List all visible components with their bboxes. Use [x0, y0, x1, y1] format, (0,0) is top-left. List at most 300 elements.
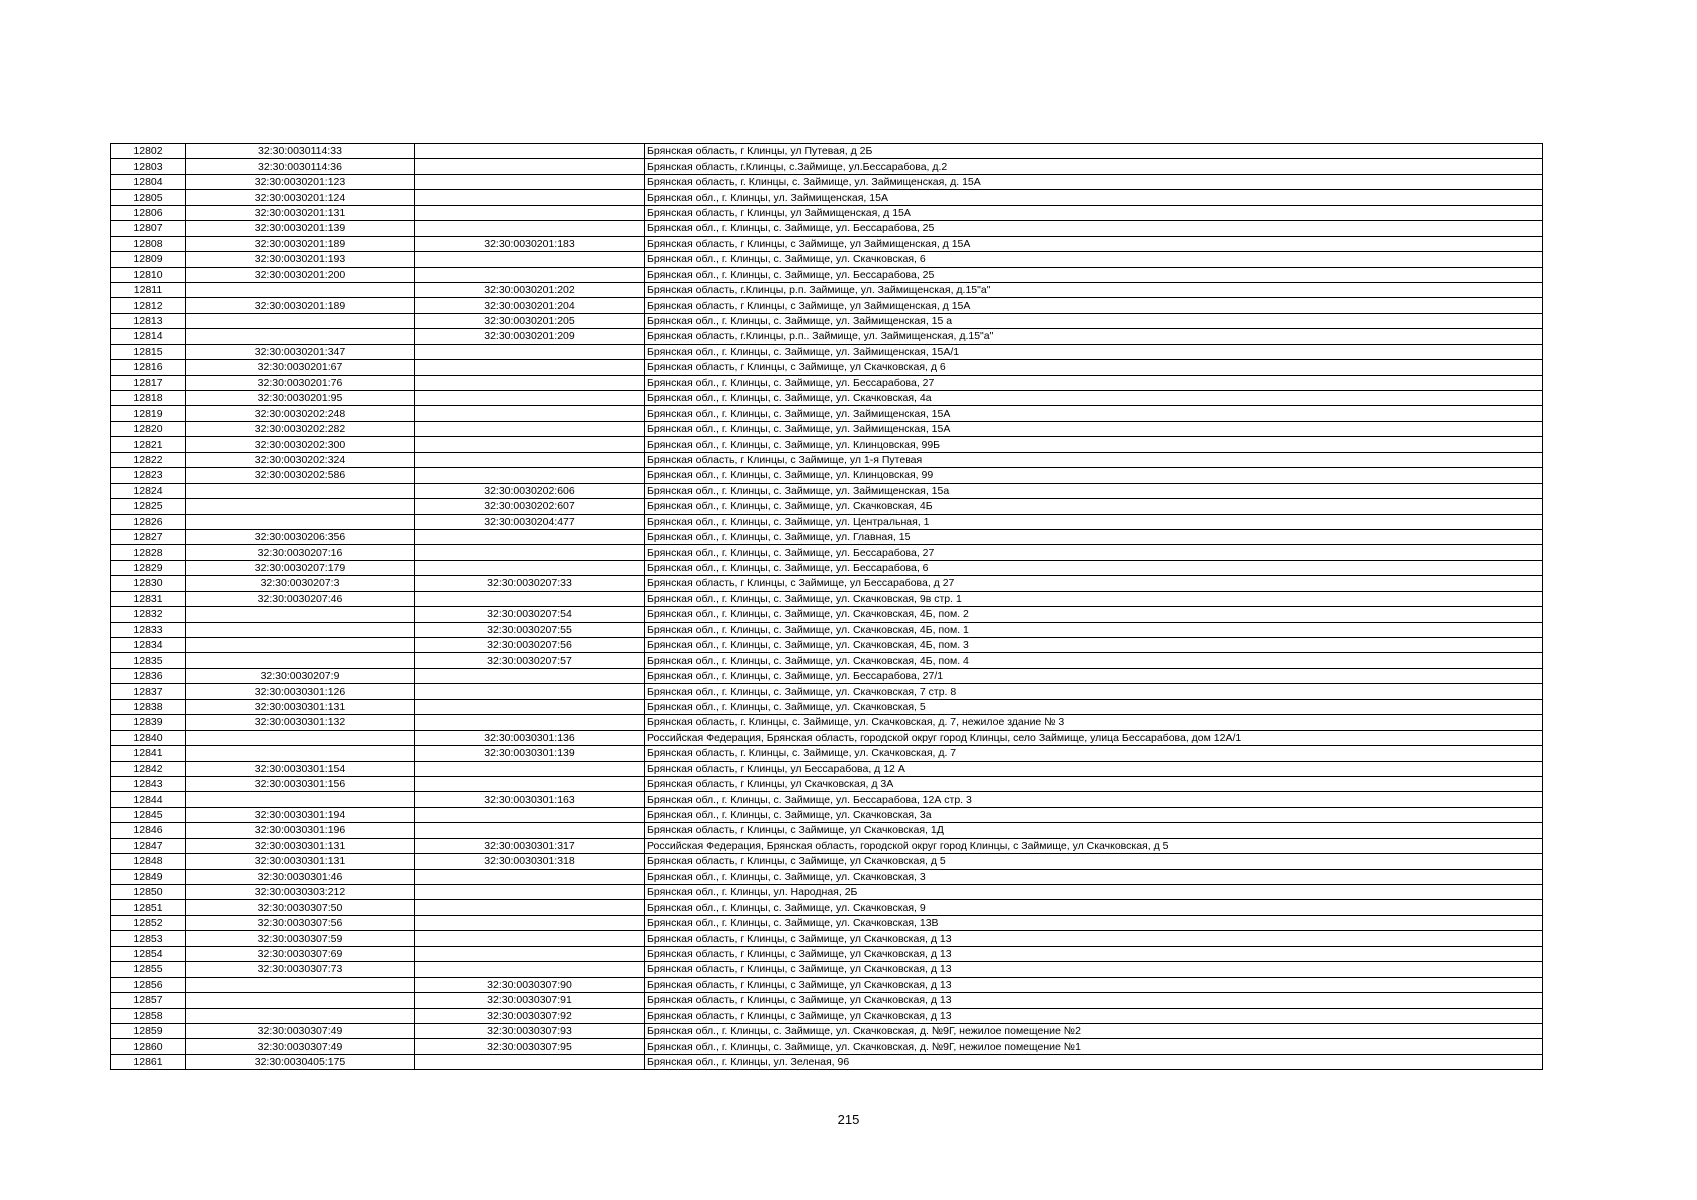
- address-cell: Брянская область, г Клинцы, с Займище, ул Скачковская, д 13: [645, 946, 1543, 961]
- address-cell: Брянская область, г Клинцы, с Займище, ул Скачковская, д 13: [645, 962, 1543, 977]
- table-row: [111, 915, 1543, 930]
- address-cell: Брянская область, г Клинцы, с Займище, ул Скачковская, д 13: [645, 977, 1543, 992]
- address-cell: Брянская область, г Клинцы, с Займище, ул Скачковская, д 13: [645, 993, 1543, 1008]
- parent-cadastral-number-cell: [415, 159, 645, 174]
- cadastral-number-cell: 32:30:0030307:56: [186, 915, 415, 930]
- table-row: [111, 313, 1543, 328]
- property-table: [110, 143, 1543, 1070]
- parent-cadastral-number-cell: [415, 529, 645, 544]
- cadastral-number-cell: [186, 483, 415, 498]
- address-cell: Брянская обл., г. Клинцы, ул. Зеленая, 96: [645, 1054, 1543, 1069]
- table-row: [111, 1039, 1543, 1054]
- parent-cadastral-number-cell: [415, 360, 645, 375]
- row-number-cell: 12830: [111, 576, 186, 591]
- parent-cadastral-number-cell: 32:30:0030207:54: [415, 607, 645, 622]
- cadastral-number-cell: [186, 622, 415, 637]
- cadastral-number-cell: [186, 514, 415, 529]
- table-row: [111, 715, 1543, 730]
- table-row: [111, 591, 1543, 606]
- parent-cadastral-number-cell: 32:30:0030204:477: [415, 514, 645, 529]
- address-cell: Брянская обл., г. Клинцы, с. Займище, ул. Центральная, 1: [645, 514, 1543, 529]
- table-row: [111, 267, 1543, 282]
- address-cell: Брянская область, г Клинцы, ул Скачковская, д 3А: [645, 776, 1543, 791]
- cadastral-number-cell: 32:30:0030201:189: [186, 236, 415, 251]
- row-number-cell: 12822: [111, 452, 186, 467]
- table-row: [111, 344, 1543, 359]
- cadastral-number-cell: 32:30:0030201:76: [186, 375, 415, 390]
- address-cell: Брянская обл., г. Клинцы, с. Займище, ул. Бессарабова, 25: [645, 267, 1543, 282]
- cadastral-number-cell: 32:30:0030207:16: [186, 545, 415, 560]
- row-number-cell: 12831: [111, 591, 186, 606]
- table-row: [111, 514, 1543, 529]
- table-row: [111, 499, 1543, 514]
- table-row: [111, 885, 1543, 900]
- address-cell: Брянская обл., г. Клинцы, с. Займище, ул. Бессарабова, 27: [645, 545, 1543, 560]
- parent-cadastral-number-cell: [415, 715, 645, 730]
- address-cell: Брянская область, г Клинцы, с Займище, ул Скачковская, д 6: [645, 360, 1543, 375]
- row-number-cell: 12804: [111, 174, 186, 189]
- address-cell: Брянская обл., г. Клинцы, с. Займище, ул. Скачковская, 9: [645, 900, 1543, 915]
- address-cell: Брянская обл., г. Клинцы, с. Займище, ул. Скачковская, 5: [645, 699, 1543, 714]
- row-number-cell: 12805: [111, 190, 186, 205]
- address-cell: Брянская область, г Клинцы, с Займище, ул Скачковская, 1Д: [645, 823, 1543, 838]
- address-cell: Брянская область, г Клинцы, ул Бессарабова, д 12 А: [645, 761, 1543, 776]
- table-row: [111, 437, 1543, 452]
- row-number-cell: 12858: [111, 1008, 186, 1023]
- cadastral-number-cell: 32:30:0030307:49: [186, 1039, 415, 1054]
- parent-cadastral-number-cell: [415, 545, 645, 560]
- table-row: [111, 236, 1543, 251]
- address-cell: Российская Федерация, Брянская область, городской округ город Клинцы, село Займище, улица Бессарабова, дом 12А/1: [645, 730, 1543, 745]
- address-cell: Брянская обл., г. Клинцы, с. Займище, ул. Скачковская, 9в стр. 1: [645, 591, 1543, 606]
- row-number-cell: 12852: [111, 915, 186, 930]
- parent-cadastral-number-cell: 32:30:0030307:95: [415, 1039, 645, 1054]
- table-row: [111, 375, 1543, 390]
- parent-cadastral-number-cell: [415, 761, 645, 776]
- table-row: [111, 174, 1543, 189]
- table-row: [111, 159, 1543, 174]
- row-number-cell: 12836: [111, 668, 186, 683]
- table-row: [111, 931, 1543, 946]
- address-cell: Брянская обл., г. Клинцы, с. Займище, ул. Скачковская, 4Б, пом. 1: [645, 622, 1543, 637]
- table-row: [111, 607, 1543, 622]
- cadastral-number-cell: 32:30:0030201:124: [186, 190, 415, 205]
- table-row: [111, 1023, 1543, 1038]
- address-cell: Брянская область, г Клинцы, с Займище, ул 1-я Путевая: [645, 452, 1543, 467]
- parent-cadastral-number-cell: 32:30:0030301:318: [415, 854, 645, 869]
- address-cell: Брянская обл., г. Клинцы, с. Займище, ул. Скачковская, 3а: [645, 807, 1543, 822]
- parent-cadastral-number-cell: 32:30:0030207:56: [415, 638, 645, 653]
- cadastral-number-cell: 32:30:0030206:356: [186, 529, 415, 544]
- parent-cadastral-number-cell: 32:30:0030207:55: [415, 622, 645, 637]
- table-row: [111, 900, 1543, 915]
- address-cell: Брянская область, г. Клинцы, с. Займище, ул. Скачковская, д. 7, нежилое здание № 3: [645, 715, 1543, 730]
- table-row: [111, 730, 1543, 745]
- parent-cadastral-number-cell: 32:30:0030301:163: [415, 792, 645, 807]
- cadastral-number-cell: 32:30:0030201:200: [186, 267, 415, 282]
- table-row: [111, 668, 1543, 683]
- cadastral-number-cell: 32:30:0030303:212: [186, 885, 415, 900]
- parent-cadastral-number-cell: [415, 344, 645, 359]
- cadastral-number-cell: 32:30:0030301:154: [186, 761, 415, 776]
- table-row: [111, 1008, 1543, 1023]
- table-body: [111, 144, 1543, 1070]
- table-row: [111, 452, 1543, 467]
- address-cell: Брянская обл., г. Клинцы, с. Займище, ул. Клинцовская, 99: [645, 468, 1543, 483]
- address-cell: Брянская область, г. Клинцы, с. Займище, ул. Займищенская, д. 15А: [645, 174, 1543, 189]
- table-row: [111, 946, 1543, 961]
- cadastral-number-cell: 32:30:0030201:95: [186, 391, 415, 406]
- cadastral-number-cell: 32:30:0030301:126: [186, 684, 415, 699]
- cadastral-number-cell: [186, 653, 415, 668]
- row-number-cell: 12833: [111, 622, 186, 637]
- address-cell: Брянская обл., г. Клинцы, с. Займище, ул. Скачковская, 3: [645, 869, 1543, 884]
- parent-cadastral-number-cell: [415, 375, 645, 390]
- cadastral-number-cell: 32:30:0030201:193: [186, 252, 415, 267]
- parent-cadastral-number-cell: 32:30:0030301:136: [415, 730, 645, 745]
- cadastral-number-cell: 32:30:0030114:33: [186, 144, 415, 159]
- row-number-cell: 12821: [111, 437, 186, 452]
- address-cell: Брянская обл., г. Клинцы, с. Займище, ул. Скачковская, 6: [645, 252, 1543, 267]
- parent-cadastral-number-cell: 32:30:0030307:91: [415, 993, 645, 1008]
- row-number-cell: 12851: [111, 900, 186, 915]
- cadastral-number-cell: [186, 638, 415, 653]
- row-number-cell: 12855: [111, 962, 186, 977]
- row-number-cell: 12810: [111, 267, 186, 282]
- row-number-cell: 12817: [111, 375, 186, 390]
- parent-cadastral-number-cell: [415, 931, 645, 946]
- parent-cadastral-number-cell: 32:30:0030201:205: [415, 313, 645, 328]
- row-number-cell: 12809: [111, 252, 186, 267]
- table-row: [111, 190, 1543, 205]
- row-number-cell: 12847: [111, 838, 186, 853]
- table-row: [111, 653, 1543, 668]
- cadastral-number-cell: [186, 730, 415, 745]
- parent-cadastral-number-cell: 32:30:0030201:204: [415, 298, 645, 313]
- cadastral-number-cell: 32:30:0030201:131: [186, 205, 415, 220]
- row-number-cell: 12840: [111, 730, 186, 745]
- address-cell: Брянская обл., г. Клинцы, с. Займище, ул. Скачковская, д. №9Г, нежилое помещение №1: [645, 1039, 1543, 1054]
- cadastral-number-cell: 32:30:0030202:586: [186, 468, 415, 483]
- cadastral-number-cell: 32:30:0030301:196: [186, 823, 415, 838]
- parent-cadastral-number-cell: [415, 962, 645, 977]
- parent-cadastral-number-cell: [415, 915, 645, 930]
- row-number-cell: 12820: [111, 421, 186, 436]
- parent-cadastral-number-cell: [415, 560, 645, 575]
- cadastral-number-cell: [186, 607, 415, 622]
- row-number-cell: 12811: [111, 282, 186, 297]
- parent-cadastral-number-cell: [415, 267, 645, 282]
- parent-cadastral-number-cell: [415, 421, 645, 436]
- table-row: [111, 282, 1543, 297]
- row-number-cell: 12838: [111, 699, 186, 714]
- parent-cadastral-number-cell: [415, 391, 645, 406]
- row-number-cell: 12832: [111, 607, 186, 622]
- cadastral-number-cell: [186, 282, 415, 297]
- row-number-cell: 12812: [111, 298, 186, 313]
- table-row: [111, 993, 1543, 1008]
- address-cell: Брянская область, г Клинцы, с Займище, ул Бессарабова, д 27: [645, 576, 1543, 591]
- table-row: [111, 962, 1543, 977]
- row-number-cell: 12835: [111, 653, 186, 668]
- parent-cadastral-number-cell: [415, 684, 645, 699]
- parent-cadastral-number-cell: [415, 1054, 645, 1069]
- address-cell: Брянская область, г Клинцы, ул Путевая, д 2Б: [645, 144, 1543, 159]
- table-row: [111, 252, 1543, 267]
- parent-cadastral-number-cell: [415, 776, 645, 791]
- table-row: [111, 776, 1543, 791]
- parent-cadastral-number-cell: [415, 900, 645, 915]
- row-number-cell: 12808: [111, 236, 186, 251]
- address-cell: Брянская обл., г. Клинцы, ул. Займищенская, 15А: [645, 190, 1543, 205]
- cadastral-number-cell: 32:30:0030207:3: [186, 576, 415, 591]
- row-number-cell: 12803: [111, 159, 186, 174]
- cadastral-number-cell: [186, 792, 415, 807]
- row-number-cell: 12854: [111, 946, 186, 961]
- table-row: [111, 360, 1543, 375]
- cadastral-number-cell: 32:30:0030201:347: [186, 344, 415, 359]
- table-row: [111, 622, 1543, 637]
- parent-cadastral-number-cell: 32:30:0030202:607: [415, 499, 645, 514]
- cadastral-number-cell: 32:30:0030201:189: [186, 298, 415, 313]
- address-cell: Российская Федерация, Брянская область, городской округ город Клинцы, с Займище, ул Скачковская, д 5: [645, 838, 1543, 853]
- address-cell: Брянская область, г.Клинцы, р.п. Займище, ул. Займищенская, д.15"а": [645, 282, 1543, 297]
- cadastral-number-cell: [186, 1008, 415, 1023]
- table-row: [111, 406, 1543, 421]
- cadastral-number-cell: 32:30:0030202:248: [186, 406, 415, 421]
- cadastral-number-cell: 32:30:0030301:156: [186, 776, 415, 791]
- row-number-cell: 12839: [111, 715, 186, 730]
- cadastral-number-cell: [186, 977, 415, 992]
- address-cell: Брянская обл., г. Клинцы, с. Займище, ул. Скачковская, 4а: [645, 391, 1543, 406]
- row-number-cell: 12828: [111, 545, 186, 560]
- parent-cadastral-number-cell: 32:30:0030301:317: [415, 838, 645, 853]
- row-number-cell: 12861: [111, 1054, 186, 1069]
- row-number-cell: 12841: [111, 746, 186, 761]
- cadastral-number-cell: 32:30:0030202:300: [186, 437, 415, 452]
- table-row: [111, 329, 1543, 344]
- parent-cadastral-number-cell: [415, 869, 645, 884]
- table-row: [111, 298, 1543, 313]
- table-row: [111, 854, 1543, 869]
- cadastral-number-cell: 32:30:0030201:139: [186, 221, 415, 236]
- table-row: [111, 221, 1543, 236]
- row-number-cell: 12857: [111, 993, 186, 1008]
- address-cell: Брянская обл., г. Клинцы, с. Займище, ул. Скачковская, 4Б, пом. 2: [645, 607, 1543, 622]
- table-row: [111, 483, 1543, 498]
- address-cell: Брянская обл., г. Клинцы, с. Займище, ул. Скачковская, 7 стр. 8: [645, 684, 1543, 699]
- table-row: [111, 746, 1543, 761]
- address-cell: Брянская обл., г. Клинцы, с. Займище, ул. Бессарабова, 6: [645, 560, 1543, 575]
- parent-cadastral-number-cell: [415, 668, 645, 683]
- table-row: [111, 391, 1543, 406]
- cadastral-number-cell: 32:30:0030307:49: [186, 1023, 415, 1038]
- table-row: [111, 869, 1543, 884]
- row-number-cell: 12860: [111, 1039, 186, 1054]
- row-number-cell: 12849: [111, 869, 186, 884]
- address-cell: Брянская область, г.Клинцы, с.Займище, ул.Бессарабова, д.2: [645, 159, 1543, 174]
- parent-cadastral-number-cell: [415, 591, 645, 606]
- row-number-cell: 12823: [111, 468, 186, 483]
- row-number-cell: 12826: [111, 514, 186, 529]
- row-number-cell: 12845: [111, 807, 186, 822]
- row-number-cell: 12818: [111, 391, 186, 406]
- address-cell: Брянская обл., г. Клинцы, с. Займище, ул. Скачковская, д. №9Г, нежилое помещение №2: [645, 1023, 1543, 1038]
- parent-cadastral-number-cell: 32:30:0030207:33: [415, 576, 645, 591]
- row-number-cell: 12842: [111, 761, 186, 776]
- address-cell: Брянская обл., г. Клинцы, с. Займище, ул. Клинцовская, 99Б: [645, 437, 1543, 452]
- parent-cadastral-number-cell: [415, 437, 645, 452]
- parent-cadastral-number-cell: [415, 190, 645, 205]
- table-row: [111, 560, 1543, 575]
- table-row: [111, 576, 1543, 591]
- table-row: [111, 823, 1543, 838]
- address-cell: Брянская обл., г. Клинцы, с. Займище, ул. Скачковская, 4Б, пом. 4: [645, 653, 1543, 668]
- table-row: [111, 529, 1543, 544]
- cadastral-number-cell: 32:30:0030405:175: [186, 1054, 415, 1069]
- table-row: [111, 1054, 1543, 1069]
- row-number-cell: 12813: [111, 313, 186, 328]
- parent-cadastral-number-cell: 32:30:0030307:92: [415, 1008, 645, 1023]
- cadastral-number-cell: 32:30:0030201:67: [186, 360, 415, 375]
- cadastral-number-cell: [186, 993, 415, 1008]
- row-number-cell: 12834: [111, 638, 186, 653]
- address-cell: Брянская обл., г. Клинцы, с. Займище, ул. Займищенская, 15А: [645, 406, 1543, 421]
- row-number-cell: 12806: [111, 205, 186, 220]
- address-cell: Брянская область, г. Клинцы, с. Займище, ул. Скачковская, д. 7: [645, 746, 1543, 761]
- address-cell: Брянская обл., г. Клинцы, с. Займище, ул. Бессарабова, 27/1: [645, 668, 1543, 683]
- parent-cadastral-number-cell: [415, 452, 645, 467]
- cadastral-number-cell: 32:30:0030114:36: [186, 159, 415, 174]
- row-number-cell: 12814: [111, 329, 186, 344]
- row-number-cell: 12846: [111, 823, 186, 838]
- cadastral-number-cell: 32:30:0030201:123: [186, 174, 415, 189]
- table-row: [111, 838, 1543, 853]
- table-row: [111, 792, 1543, 807]
- parent-cadastral-number-cell: [415, 946, 645, 961]
- cadastral-number-cell: [186, 746, 415, 761]
- address-cell: Брянская обл., г. Клинцы, с. Займище, ул. Бессарабова, 27: [645, 375, 1543, 390]
- table-row: [111, 977, 1543, 992]
- row-number-cell: 12829: [111, 560, 186, 575]
- parent-cadastral-number-cell: [415, 823, 645, 838]
- parent-cadastral-number-cell: 32:30:0030307:93: [415, 1023, 645, 1038]
- cadastral-number-cell: [186, 499, 415, 514]
- parent-cadastral-number-cell: 32:30:0030201:183: [415, 236, 645, 251]
- parent-cadastral-number-cell: 32:30:0030207:57: [415, 653, 645, 668]
- address-cell: Брянская область, г Клинцы, с Займище, ул Скачковская, д 13: [645, 1008, 1543, 1023]
- parent-cadastral-number-cell: 32:30:0030202:606: [415, 483, 645, 498]
- address-cell: Брянская область, г.Клинцы, р.п.. Займище, ул. Займищенская, д.15"а": [645, 329, 1543, 344]
- table-row: [111, 807, 1543, 822]
- cadastral-number-cell: [186, 329, 415, 344]
- parent-cadastral-number-cell: [415, 252, 645, 267]
- address-cell: Брянская обл., г. Клинцы, ул. Народная, 2Б: [645, 885, 1543, 900]
- table-row: [111, 684, 1543, 699]
- row-number-cell: 12856: [111, 977, 186, 992]
- cadastral-number-cell: 32:30:0030301:131: [186, 838, 415, 853]
- parent-cadastral-number-cell: [415, 221, 645, 236]
- table-row: [111, 421, 1543, 436]
- parent-cadastral-number-cell: [415, 468, 645, 483]
- page-number: 215: [837, 1112, 860, 1127]
- address-cell: Брянская обл., г. Клинцы, с. Займище, ул. Займищенская, 15 а: [645, 313, 1543, 328]
- row-number-cell: 12859: [111, 1023, 186, 1038]
- cadastral-number-cell: 32:30:0030301:132: [186, 715, 415, 730]
- parent-cadastral-number-cell: [415, 174, 645, 189]
- cadastral-number-cell: 32:30:0030202:282: [186, 421, 415, 436]
- address-cell: Брянская обл., г. Клинцы, с. Займище, ул. Займищенская, 15А: [645, 421, 1543, 436]
- parent-cadastral-number-cell: [415, 807, 645, 822]
- row-number-cell: 12802: [111, 144, 186, 159]
- address-cell: Брянская область, г Клинцы, с Займище, ул Займищенская, д 15А: [645, 236, 1543, 251]
- cadastral-number-cell: 32:30:0030301:131: [186, 854, 415, 869]
- parent-cadastral-number-cell: [415, 205, 645, 220]
- address-cell: Брянская обл., г. Клинцы, с. Займище, ул. Главная, 15: [645, 529, 1543, 544]
- row-number-cell: 12815: [111, 344, 186, 359]
- row-number-cell: 12844: [111, 792, 186, 807]
- parent-cadastral-number-cell: [415, 144, 645, 159]
- cadastral-number-cell: 32:30:0030307:50: [186, 900, 415, 915]
- address-cell: Брянская обл., г. Клинцы, с. Займище, ул. Скачковская, 4Б, пом. 3: [645, 638, 1543, 653]
- address-cell: Брянская область, г Клинцы, ул Займищенская, д 15А: [645, 205, 1543, 220]
- row-number-cell: 12837: [111, 684, 186, 699]
- address-cell: Брянская обл., г. Клинцы, с. Займище, ул. Бессарабова, 12А стр. 3: [645, 792, 1543, 807]
- address-cell: Брянская область, г Клинцы, с Займище, ул Скачковская, д 13: [645, 931, 1543, 946]
- cadastral-number-cell: 32:30:0030207:9: [186, 668, 415, 683]
- parent-cadastral-number-cell: [415, 699, 645, 714]
- address-cell: Брянская обл., г. Клинцы, с. Займище, ул. Скачковская, 4Б: [645, 499, 1543, 514]
- row-number-cell: 12807: [111, 221, 186, 236]
- parent-cadastral-number-cell: [415, 406, 645, 421]
- address-cell: Брянская обл., г. Клинцы, с. Займище, ул. Займищенская, 15а: [645, 483, 1543, 498]
- row-number-cell: 12825: [111, 499, 186, 514]
- parent-cadastral-number-cell: 32:30:0030301:139: [415, 746, 645, 761]
- row-number-cell: 12848: [111, 854, 186, 869]
- row-number-cell: 12843: [111, 776, 186, 791]
- row-number-cell: 12853: [111, 931, 186, 946]
- address-cell: Брянская область, г Клинцы, с Займище, ул Скачковская, д 5: [645, 854, 1543, 869]
- cadastral-number-cell: 32:30:0030307:73: [186, 962, 415, 977]
- address-cell: Брянская обл., г. Клинцы, с. Займище, ул. Скачковская, 13В: [645, 915, 1543, 930]
- cadastral-number-cell: 32:30:0030207:46: [186, 591, 415, 606]
- cadastral-number-cell: 32:30:0030301:131: [186, 699, 415, 714]
- parent-cadastral-number-cell: 32:30:0030201:202: [415, 282, 645, 297]
- cadastral-number-cell: 32:30:0030307:59: [186, 931, 415, 946]
- row-number-cell: 12850: [111, 885, 186, 900]
- table-row: [111, 761, 1543, 776]
- row-number-cell: 12827: [111, 529, 186, 544]
- table-row: [111, 468, 1543, 483]
- cadastral-number-cell: 32:30:0030301:194: [186, 807, 415, 822]
- parent-cadastral-number-cell: [415, 885, 645, 900]
- row-number-cell: 12816: [111, 360, 186, 375]
- cadastral-number-cell: 32:30:0030207:179: [186, 560, 415, 575]
- parent-cadastral-number-cell: 32:30:0030307:90: [415, 977, 645, 992]
- table-row: [111, 545, 1543, 560]
- address-cell: Брянская обл., г. Клинцы, с. Займище, ул. Бессарабова, 25: [645, 221, 1543, 236]
- table-row: [111, 699, 1543, 714]
- cadastral-number-cell: [186, 313, 415, 328]
- cadastral-number-cell: 32:30:0030301:46: [186, 869, 415, 884]
- row-number-cell: 12819: [111, 406, 186, 421]
- row-number-cell: 12824: [111, 483, 186, 498]
- table-row: [111, 205, 1543, 220]
- parent-cadastral-number-cell: 32:30:0030201:209: [415, 329, 645, 344]
- address-cell: Брянская область, г Клинцы, с Займище, ул Займищенская, д 15А: [645, 298, 1543, 313]
- table-row: [111, 144, 1543, 159]
- cadastral-number-cell: 32:30:0030307:69: [186, 946, 415, 961]
